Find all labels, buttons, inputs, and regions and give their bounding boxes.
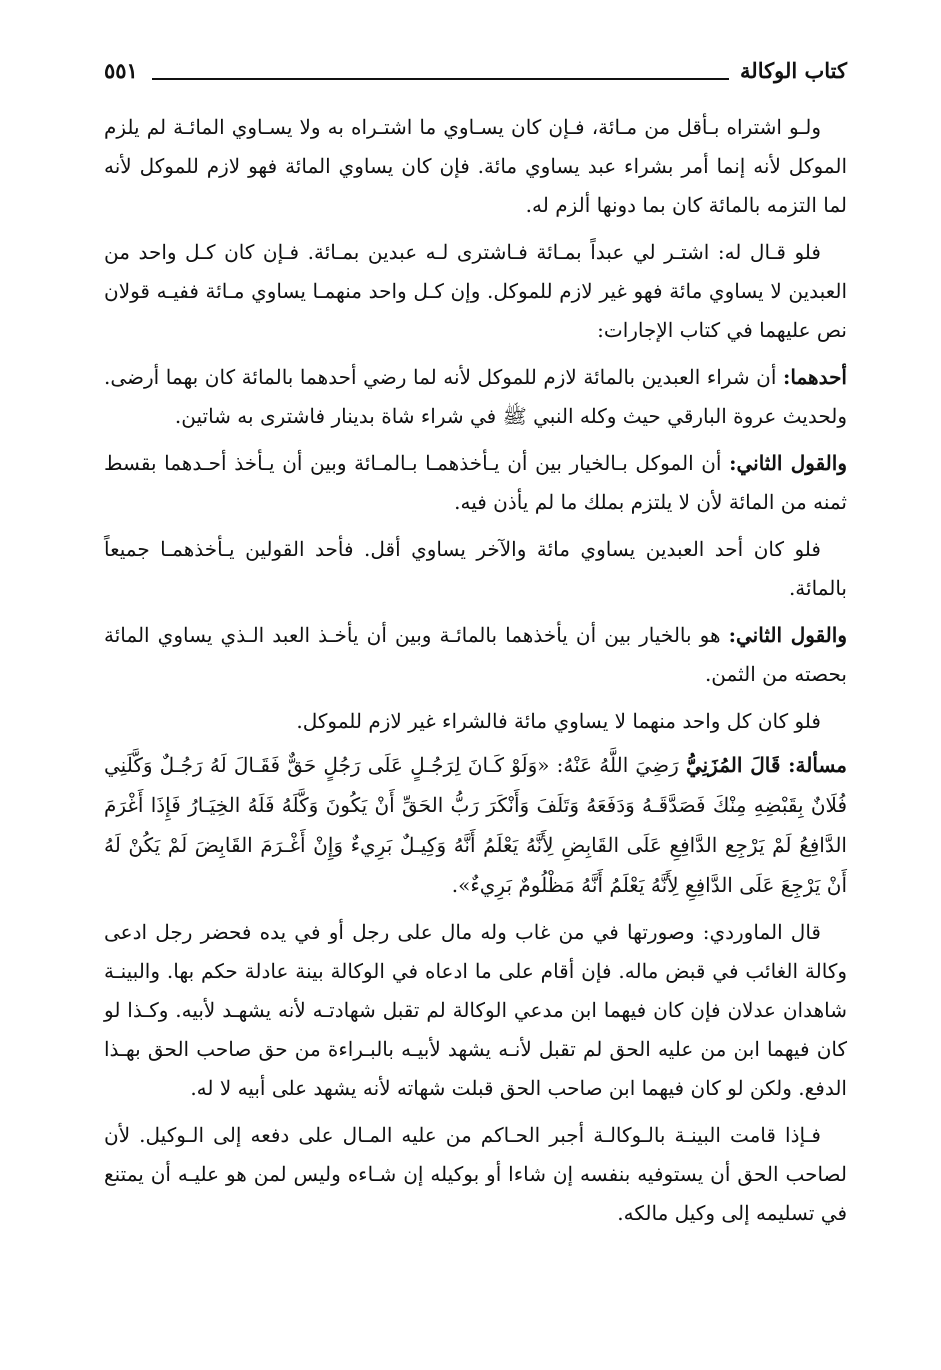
paragraph-8-masala: مسألة: قَالَ المُزَنِيُّ رَضِيَ اللَّهُ عَنْهُ: «وَلَوْ كَـانَ لِرَجُـلٍ عَلَى رَجُلٍ حَقٌّ فَقَـالَ لَهُ رَجُـلٌ وَكَّلَنِي فُلَانٌ بِقَبْضِهِ مِنْكَ فَصَدَّقَـهُ وَدَفَعَهُ وَتَلَفَ وَأَنْكَرَ رَبُّ الحَقِّ أَنْ يَكُونَ وَكَّلَهُ فَلَهُ الخِيَـارُ فَإِذَا أَغْرَمَ الدَّافِعُ لَمْ يَرْجِع الدَّافِعِ عَلَى القَابِضِ لِأَنَّهُ يَعْلَمُ أَنَّهُ وَكِيـلٌ بَرِيءٌ وَإِنْ أَغْـرَمَ القَابِضَ لَمْ يَكُنْ لَهُ أَنْ يَرْجِعَ عَلَى الدَّافِعِ لِأَنَّهُ يَعْلَمُ أَنَّهُ مَظْلُومٌ بَرِيءٌ». [104,753,848,897]
paragraph-9: قال الماوردي: وصورتها في من غاب وله مال على رجل أو في يده فحضر رجل ادعى وكالة الغائب في قبض ماله. فإن أقام على ما ادعاه في الوكالة بينة عادلة حكم بها. والبينـة شاهدان عدلان فإن كان فيهما ابن مدعي الوكالة لم تقبل شهادتـه لأنه يشهـد لأبيه. وكـذا لو كان فيهما ابن من عليه الحق لم تقبل لأنـه يشهد لأبيـه بالبـراءة من حق صاحب الحق بهـذا الدفع. ولكن لو كان فيهما ابن صاحب الحق قبلت شهاته لأنه يشهد على أبيه لا له. [104,920,847,1100]
paragraph-lead: مسألة: قَالَ المُزَنِيُّ [685,753,848,777]
header-rule [152,78,729,80]
paragraph-7: فلو كان كل واحد منهما لا يساوي مائة فالشراء غير لازم للموكل. [296,709,821,733]
paragraph-3: أحدهما: أن شراء العبدين بالمائة لازم للموكل لأنه لما رضي أحدهما بالمائة كان بهما أرضى. ولحديث عروة البارقي حيث وكله النبي ﷺ في شراء شاة بدينار فاشترى به شاتين. [104,365,847,428]
paragraph-10: فـإذا قامت البينـة بالـوكالـة أجبر الحـاكم من عليه المـال على دفعه إلى الـوكيل. لأن لصاحب الحق أن يستوفيه بنفسه إن شاءا أو بوكيله إن شـاءه وليس لمن هو عليـه أن يمتنع في تسليمه إلى وكيل مالكه. [104,1123,847,1225]
paragraph-2: فلو قـال له: اشتـر لي عبداً بمـائة فـاشترى لـه عبدين بمـائة. فـإن كان كـل واحد من العبدين لا يساوي مائة فهو غير لازم للموكل. وإن كـل واحد منهمـا يساوي مـائة ففيـه قولان نص عليهما في كتاب الإجارات: [104,240,848,342]
paragraph-lead: والقول الثاني: [728,623,847,647]
running-title: كتاب الوكالة [740,58,847,83]
paragraph-4: والقول الثاني: أن الموكل بـالخيار بين أن يـأخذهمـا بـالمـائة وبين أن يـأخذ أحـدهما بقسط ثمنه من المائة لأن لا يلتزم بملك ما لم يأذن فيه. [104,451,847,514]
paragraph-1: ولـو اشتراه بـأقل من مـائة، فـإن كان يسـاوي ما اشتـراه به ولا يسـاوي المائـة لم يلزم الموكل لأنه إنما أمر بشراء عبد يساوي مائة. فإن كان يساوي المائة فهو لازم للموكل لأنه لما التزمه بالمائة كان بما دونها ألزم له. [104,115,848,217]
paragraph-5: فلو كان أحد العبدين يساوي مائة والآخر يساوي أقل. فأحد القولين يـأخذهمـا جميعاً بالمائة. [104,537,847,600]
paragraph-lead: والقول الثاني: [729,451,847,475]
page-header [104,58,847,92]
paragraph-lead: أحدهما: [782,365,847,389]
page-body [104,108,847,1241]
paragraph-6: والقول الثاني: هو بالخيار بين أن يأخذهما بالمائـة وبين أن يأخـذ العبد الـذي يساوي المائة بحصته من الثمن. [104,623,847,686]
page-number: ٥٥١ [104,58,138,83]
